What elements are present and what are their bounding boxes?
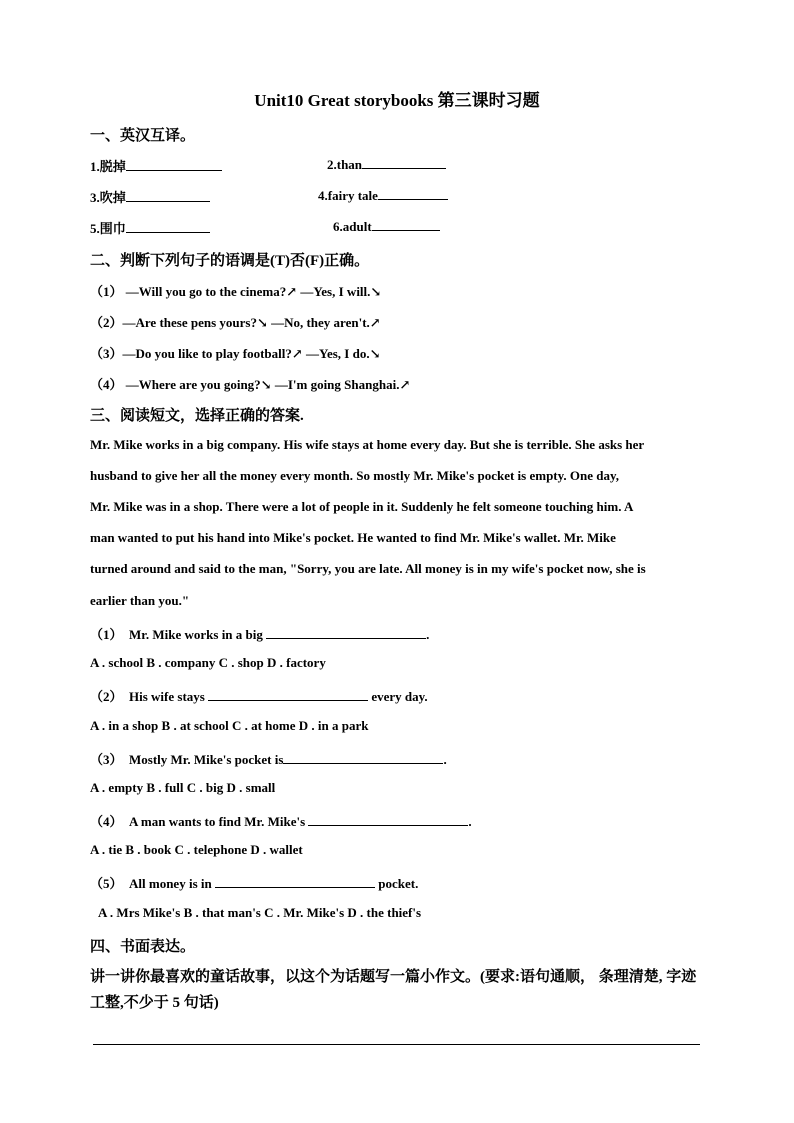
question-3-end: .: [443, 752, 447, 767]
passage-line: Mr. Mike works in a big company. His wife stays at home every day. But she is terrible. She asks her: [90, 437, 645, 452]
translate-item-1: [90, 156, 222, 175]
answer-blank[interactable]: [362, 156, 446, 169]
translate-item-6: [333, 218, 440, 235]
question-4-options: A . tie B . book C . telephone D . wallet: [90, 842, 303, 857]
question-5-text: All money is in: [129, 876, 212, 891]
intonation-item-2: （2）—Are these pens yours?↘ —No, they aren't.↗: [90, 315, 381, 330]
question-5: [90, 873, 418, 892]
answer-blank[interactable]: [266, 626, 426, 639]
question-5-number: （5）: [90, 876, 123, 891]
intonation-item-1: （1） —Will you go to the cinema?↗ —Yes, I will.↘: [90, 284, 382, 299]
question-4-end: .: [468, 814, 472, 829]
question-1-text: Mr. Mike works in a big: [129, 627, 263, 642]
passage-line: Mr. Mike was in a shop. There were a lot of people in it. Suddenly he felt someone touching him. A: [90, 499, 634, 514]
passage-line: turned around and said to the man, "Sorry, you are late. All money is in my wife's pocket now, she is: [90, 561, 646, 576]
question-3-options: A . empty B . full C . big D . small: [90, 780, 276, 795]
answer-blank[interactable]: [308, 813, 468, 826]
intonation-item-4: （4） —Where are you going?↘ —I'm going Shanghai.↗: [90, 377, 411, 392]
answer-blank[interactable]: [283, 751, 443, 764]
translate-item-2-label: 2.than: [327, 157, 363, 172]
reading-passage: [90, 437, 710, 617]
writing-line[interactable]: [93, 1044, 700, 1045]
passage-line: husband to give her all the money every month. So mostly Mr. Mike's pocket is empty. One day,: [90, 468, 620, 483]
answer-blank[interactable]: [126, 158, 222, 171]
section1-heading: 一、英汉互译。: [90, 128, 196, 144]
question-5-options: A . Mrs Mike's B . that man's C . Mr. Mike's D . the thief's: [98, 905, 422, 920]
section3-heading: 三、阅读短文，选择正确的答案.: [90, 408, 304, 424]
answer-blank[interactable]: [215, 875, 375, 888]
question-1-options: A . school B . company C . shop D . factory: [90, 655, 326, 670]
passage-line: man wanted to put his hand into Mike's pocket. He wanted to find Mr. Mike's wallet. Mr. Mike: [90, 530, 616, 545]
section2-heading: 二、判断下列句子的语调是(T)否(F)正确。: [90, 253, 370, 269]
translate-item-4: [318, 187, 448, 204]
passage-line: earlier than you.": [90, 593, 190, 608]
question-4-number: （4）: [90, 814, 123, 829]
question-2-options: A . in a shop B . at school C . at home D . in a park: [90, 718, 369, 733]
section4-heading: 四、书面表达。: [90, 939, 196, 955]
question-1-end: .: [426, 627, 430, 642]
answer-blank[interactable]: [126, 189, 210, 202]
question-3-text: Mostly Mr. Mike's pocket is: [129, 752, 284, 767]
question-2-number: （2）: [90, 689, 123, 704]
question-1-number: （1）: [90, 627, 123, 642]
question-2-end: every day.: [371, 689, 428, 704]
translate-item-1-label: 1.脱掉: [90, 159, 126, 174]
question-4-text: A man wants to find Mr. Mike's: [129, 814, 306, 829]
question-3: [90, 749, 447, 768]
question-2-text: His wife stays: [129, 689, 205, 704]
translate-item-5: [90, 218, 210, 237]
worksheet-title: Unit10 Great storybooks 第三课时习题: [254, 91, 540, 110]
translate-item-6-label: 6.adult: [333, 219, 372, 234]
translate-item-3-label: 3.吹掉: [90, 190, 126, 205]
intonation-item-3: （3）—Do you like to play football?↗ —Yes, I do.↘: [90, 346, 381, 361]
question-3-number: （3）: [90, 752, 123, 767]
translate-item-3: [90, 187, 210, 206]
question-4: [90, 811, 472, 830]
answer-blank[interactable]: [208, 688, 368, 701]
question-5-end: pocket.: [378, 876, 419, 891]
answer-blank[interactable]: [378, 187, 448, 200]
translate-item-4-label: 4.fairy tale: [318, 188, 378, 203]
answer-blank[interactable]: [372, 218, 440, 231]
question-1: [90, 624, 429, 643]
translate-item-2: [327, 156, 446, 173]
answer-blank[interactable]: [126, 220, 210, 233]
writing-prompt: 讲一讲你最喜欢的童话故事，以这个为话题写一篇小作文。(要求:语句通顺， 条理清楚, 字迹工整,不少于 5 句话): [90, 969, 697, 1011]
question-2: [90, 686, 428, 705]
translate-item-5-label: 5.围巾: [90, 221, 126, 236]
